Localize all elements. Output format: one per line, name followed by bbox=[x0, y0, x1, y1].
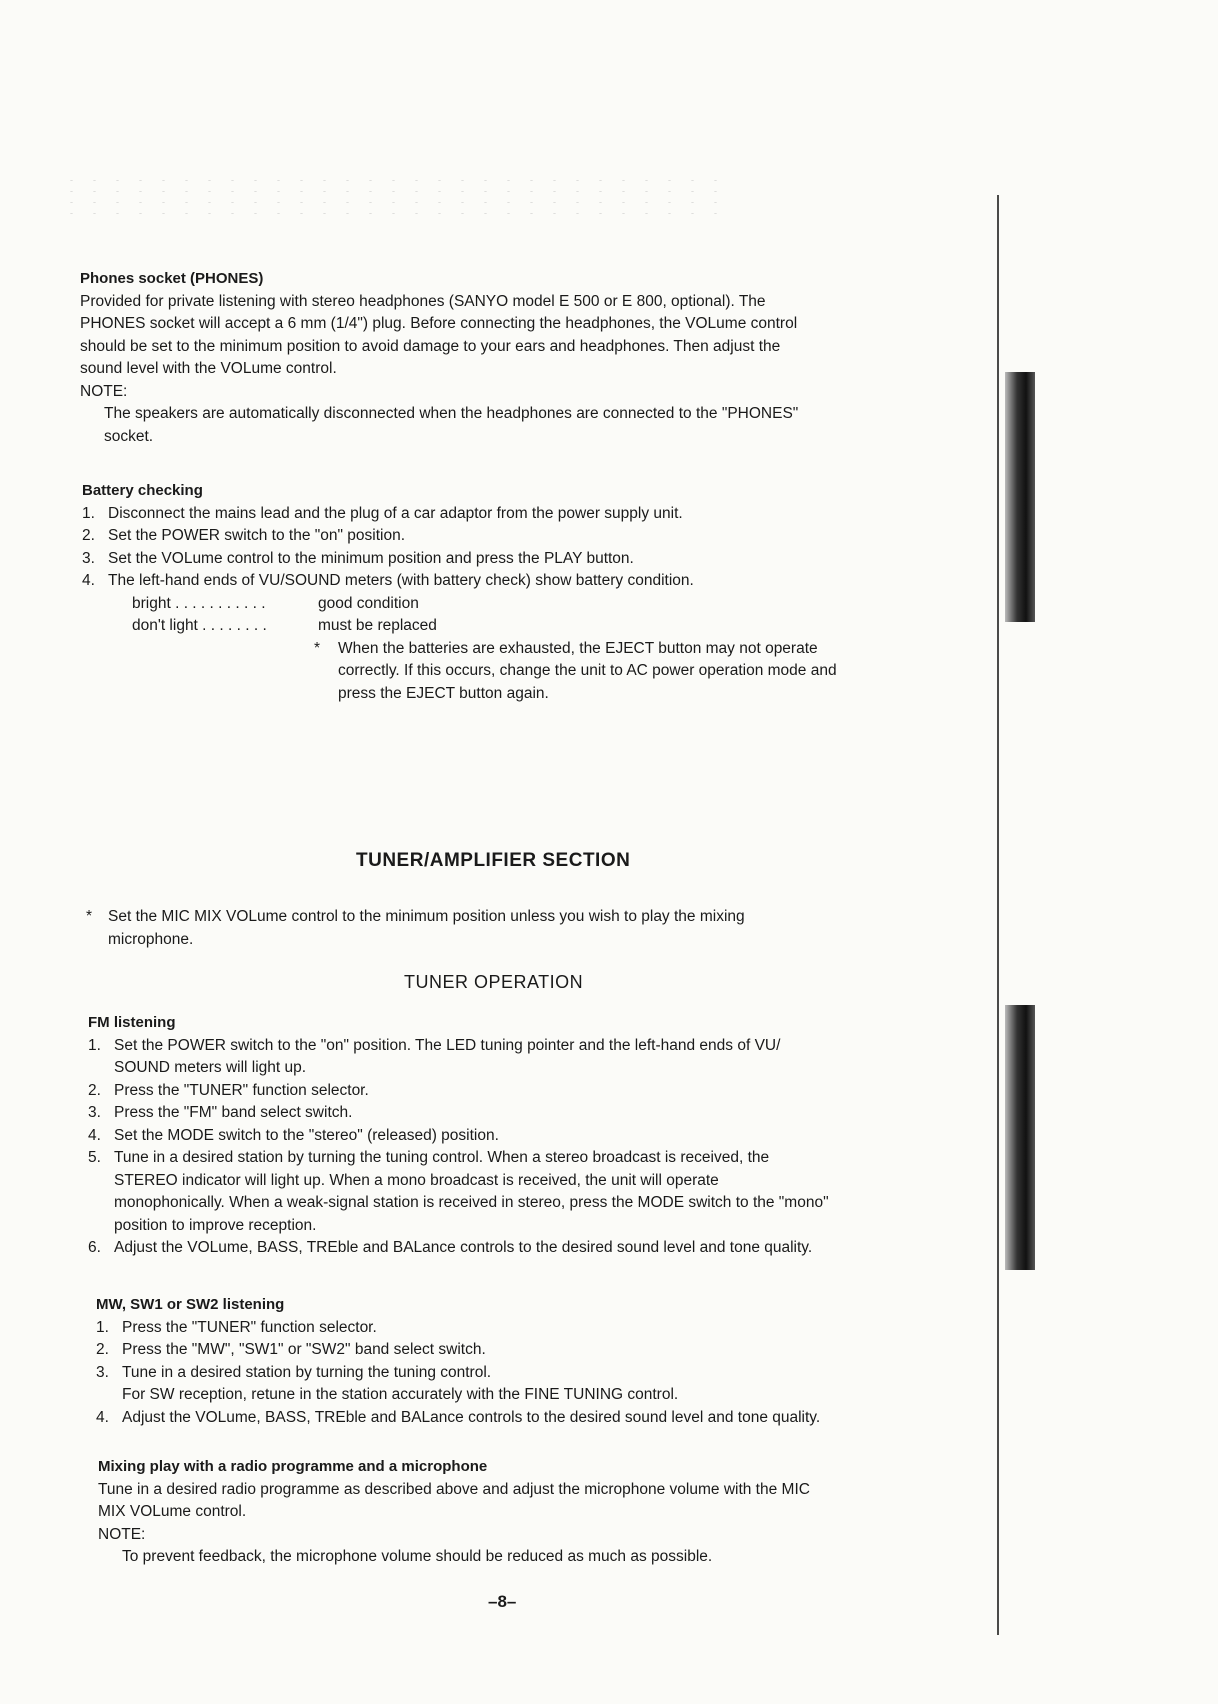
mic-mix-note: * Set the MIC MIX VOLume control to the minimum position unless you wish to play the mixing microphone. bbox=[86, 908, 745, 948]
fm-section bbox=[88, 1012, 958, 1260]
mw-steps bbox=[96, 1317, 966, 1430]
page-number: –8– bbox=[488, 1592, 517, 1611]
mw-heading: MW, SW1 or SW2 listening bbox=[96, 1296, 285, 1313]
battery-heading: Battery checking bbox=[82, 482, 203, 499]
mixing-text-1: Tune in a desired radio programme as described above and adjust the microphone volume with the MIC bbox=[98, 1480, 810, 1498]
mixing-note-1: To prevent feedback, the microphone volume should be reduced as much as possible. bbox=[122, 1548, 713, 1565]
list-item: 1. Disconnect the mains lead and the plug of a car adaptor from the power supply unit. bbox=[82, 504, 683, 522]
phones-text-1: Provided for private listening with stereo headphones (SANYO model E 500 or E 800, optional). The bbox=[80, 292, 766, 310]
list-item: 2. Press the "TUNER" function selector. bbox=[88, 1081, 369, 1099]
list-item: 2. Set the POWER switch to the "on" position. bbox=[82, 527, 406, 544]
list-item: 6. Adjust the VOLume, BASS, TREble and BALance controls to the desired sound level and tone quality. bbox=[88, 1239, 813, 1256]
battery-steps bbox=[82, 503, 942, 593]
binding-edge-line bbox=[997, 195, 999, 1635]
mixing-heading: Mixing play with a radio programme and a microphone bbox=[98, 1458, 488, 1475]
battery-section bbox=[82, 480, 942, 705]
phones-text-2: PHONES socket will accept a 6 mm (1/4") plug. Before connecting the headphones, the VOLume control bbox=[80, 315, 798, 332]
binding-shadow-bottom bbox=[1005, 1005, 1035, 1270]
mixing-text-2: MIX VOLume control. bbox=[98, 1503, 247, 1520]
list-item: 5. Tune in a desired station by turning the tuning control. When a stereo broadcast is received, the STEREO indicator will light up. When a mono broadcast is received, the unit will operate monophonically. When a weak-signal station is received in stereo, press the MODE switch to the "mono" position to improve reception. bbox=[88, 1149, 829, 1234]
list-item: 4. The left-hand ends of VU/SOUND meters (with battery check) show battery condition. bbox=[82, 572, 694, 589]
fm-steps bbox=[88, 1035, 958, 1260]
fm-heading: FM listening bbox=[88, 1014, 176, 1031]
list-item: 1. Press the "TUNER" function selector. bbox=[96, 1318, 377, 1336]
list-item: 3. Press the "FM" band select switch. bbox=[88, 1104, 353, 1121]
battery-eject-note: * When the batteries are exhausted, the EJECT button may not operate correctly. If this occurs, change the unit to AC power operation mode and press the EJECT button again. bbox=[314, 639, 837, 702]
phones-section bbox=[80, 268, 940, 448]
battery-status-dont-light: don't light . . . . . . . . must be replaced bbox=[132, 617, 437, 634]
list-item: 2. Press the "MW", "SW1" or "SW2" band select switch. bbox=[96, 1341, 486, 1358]
section-title: TUNER/AMPLIFIER SECTION bbox=[356, 850, 631, 871]
phones-note-label: NOTE: bbox=[80, 382, 128, 400]
mw-section bbox=[96, 1294, 966, 1429]
phones-text-4: sound level with the VOLume control. bbox=[80, 360, 337, 377]
list-item: 1. Set the POWER switch to the "on" position. The LED tuning pointer and the left-hand ends of VU/ SOUND meters will light up. bbox=[88, 1036, 781, 1076]
battery-status-bright: bright . . . . . . . . . . . good condition bbox=[132, 594, 419, 612]
list-item: 4. Adjust the VOLume, BASS, TREble and BALance controls to the desired sound level and tone quality. bbox=[96, 1408, 821, 1426]
scan-noise bbox=[60, 175, 720, 215]
list-item: 3. Tune in a desired station by turning the tuning control. For SW reception, retune in the station accurately with the FINE TUNING control. bbox=[96, 1363, 679, 1403]
tuner-operation-title: TUNER OPERATION bbox=[404, 972, 584, 992]
list-item: 4. Set the MODE switch to the "stereo" (released) position. bbox=[88, 1126, 499, 1144]
phones-text-3: should be set to the minimum position to avoid damage to your ears and headphones. Then adjust the bbox=[80, 337, 781, 355]
mixing-section bbox=[98, 1456, 968, 1569]
phones-heading: Phones socket (PHONES) bbox=[80, 270, 264, 287]
mixing-note-label: NOTE: bbox=[98, 1525, 146, 1543]
phones-note-1: The speakers are automatically disconnected when the headphones are connected to the "PHONES" bbox=[104, 405, 799, 422]
binding-shadow-top bbox=[1005, 372, 1035, 622]
phones-note-2: socket. bbox=[104, 427, 154, 445]
list-item: 3. Set the VOLume control to the minimum position and press the PLAY button. bbox=[82, 549, 634, 567]
